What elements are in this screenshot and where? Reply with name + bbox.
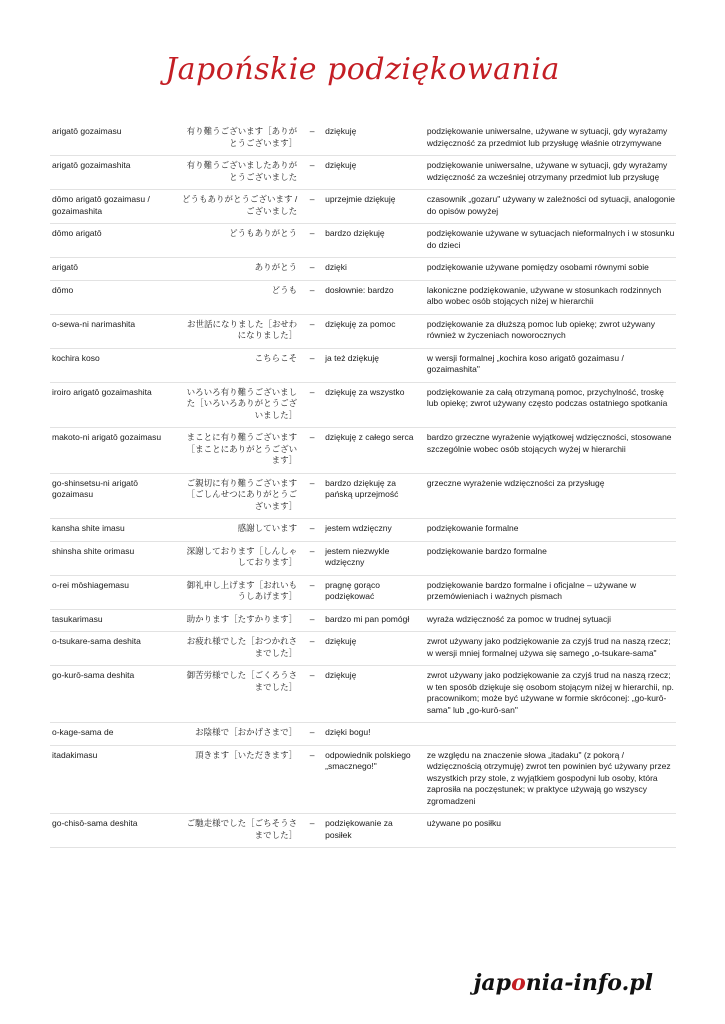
dash-separator: – <box>309 749 315 760</box>
dash-separator: – <box>309 670 315 680</box>
japanese-cell: 有り難うございましたありがとうございました <box>186 160 298 182</box>
japanese-cell: まことに有り難うございます［まことにありがとうございます］ <box>186 432 298 465</box>
description-cell: w wersji formalnej „kochira koso arigatō gozaimasu / gozaimashita" <box>426 352 624 374</box>
description-cell: używane po posiłku <box>426 818 501 828</box>
description-cell: podziękowanie formalne <box>426 523 519 533</box>
polish-translation-cell: dziękuję <box>325 670 357 680</box>
dash-separator: – <box>309 126 315 136</box>
table-row <box>50 190 676 224</box>
table-row <box>50 428 676 474</box>
polish-translation-cell: podziękowanie za posiłek <box>325 818 393 840</box>
table-row <box>50 610 676 633</box>
polish-translation-cell: dosłownie: bardzo <box>325 284 394 295</box>
dash-separator: – <box>309 284 315 295</box>
japanese-cell: お陰様で［おかげさまで］ <box>195 727 298 737</box>
romaji-cell: o-tsukare-sama deshita <box>52 636 141 646</box>
japanese-cell: 深謝しております［しんしゃしております］ <box>186 545 298 567</box>
page-title: Japońskie podziękowania <box>165 52 560 87</box>
japanese-cell: 感謝しています <box>237 523 298 533</box>
dash-separator: – <box>309 318 315 329</box>
table-row <box>50 258 676 281</box>
description-cell: zwrot używany jako podziękowanie za czyjś trud na naszą rzecz; w wersji mniej formalnej używa się samego „o-tsukare-sama" <box>426 636 671 658</box>
polish-translation-cell: dziękuję <box>325 126 357 136</box>
japanese-cell: ご親切に有り難うございます［ごしんせつにありがとうございます］ <box>186 477 298 511</box>
polish-translation-cell: pragnę gorąco podziękować <box>325 579 380 601</box>
romaji-cell: o-sewa-ni narimashita <box>52 318 136 329</box>
dash-separator: – <box>309 432 315 442</box>
description-cell: wyraża wdzięczność za pomoc w trudnej sytuacji <box>426 613 612 624</box>
japanese-cell: 頂きます［いただきます］ <box>195 749 298 760</box>
romaji-cell: dōmo arigatō <box>52 228 102 238</box>
japanese-cell: どうもありがとうございます / ございました <box>181 194 298 216</box>
table-row <box>50 542 676 576</box>
japanese-cell: ありがとう <box>254 262 298 272</box>
japanese-cell: 有り難うございます［ありがとうございます］ <box>186 126 298 148</box>
romaji-cell: itadakimasu <box>52 749 98 760</box>
dash-separator: – <box>309 545 315 556</box>
japanese-cell: ご馳走様でした［ごちそうさまでした］ <box>186 818 298 840</box>
romaji-cell: kochira koso <box>52 352 100 363</box>
romaji-cell: iroiro arigatō gozaimashita <box>52 386 152 397</box>
table-row <box>50 746 676 815</box>
table-row <box>50 383 676 429</box>
romaji-cell: arigatō gozaimashita <box>52 160 131 170</box>
dash-separator: – <box>309 386 315 397</box>
logo-part-2: nia-info.pl <box>525 970 653 996</box>
romaji-cell: o-rei mōshiagemasu <box>52 579 130 590</box>
japanese-cell: 御礼申し上げます［おれいもうしあげます］ <box>186 579 298 601</box>
romaji-cell: shinsha shite orimasu <box>52 545 135 556</box>
description-cell: podziękowanie bardzo formalne i oficjalne – używane w przemówieniach i ważnych pismach <box>426 579 637 601</box>
description-cell: lakoniczne podziękowanie, używane w stosunkach rodzinnych albo wobec osób stojących niżej w hierarchii <box>426 284 662 306</box>
table-row <box>50 349 676 383</box>
dash-separator: – <box>309 194 315 204</box>
description-cell: podziękowanie za dłuższą pomoc lub opiekę; zwrot używany również w życzeniach noworocznych <box>426 318 656 340</box>
romaji-cell: o-kage-sama de <box>52 727 114 737</box>
dash-separator: – <box>309 262 315 272</box>
table-row <box>50 519 676 542</box>
japanese-cell: こちらこそ <box>254 352 298 363</box>
description-cell: ze względu na znaczenie słowa „itadaku" (z pokorą / wdzięcznością otrzymuję) zwrot ten powinien być używany przez wszystkich przy stole, z wyjątkiem gospodyni lub osoby, która zaprosiła na poczęstunek; w praktyce używają go wszyscy zgromadzeni <box>426 749 671 806</box>
polish-translation-cell: bardzo mi pan pomógł <box>325 613 410 624</box>
table-row <box>50 281 676 315</box>
romaji-cell: kansha shite imasu <box>52 523 125 533</box>
phrase-table <box>50 122 676 848</box>
romaji-cell: dōmo arigatō gozaimasu / gozaimashita <box>52 194 150 216</box>
japanese-cell: お世話になりました［おせわになりました］ <box>186 318 298 340</box>
table-row <box>50 315 676 349</box>
romaji-cell: arigatō <box>52 262 78 272</box>
table-row <box>50 576 676 610</box>
polish-translation-cell: bardzo dziękuję <box>325 228 385 238</box>
polish-translation-cell: odpowiednik polskiego „smacznego!" <box>325 749 411 771</box>
dash-separator: – <box>309 636 315 646</box>
romaji-cell: makoto-ni arigatō gozaimasu <box>52 432 162 442</box>
polish-translation-cell: bardzo dziękuję za pańską uprzejmość <box>325 477 399 499</box>
dash-separator: – <box>309 228 315 238</box>
description-cell: bardzo grzeczne wyrażenie wyjątkowej wdzięczności, stosowane szczególnie wobec osób stojących wyżej w hierarchii <box>426 432 672 454</box>
table-row <box>50 122 676 156</box>
romaji-cell: go-chisō-sama deshita <box>52 818 138 828</box>
romaji-cell: tasukarimasu <box>52 613 103 624</box>
table-row <box>50 156 676 190</box>
dash-separator: – <box>309 160 315 170</box>
dash-separator: – <box>309 523 315 533</box>
polish-translation-cell: dziękuję <box>325 636 357 646</box>
table-row <box>50 224 676 258</box>
description-cell: czasownik „gozaru" używany w zależności od sytuacji, analogonie do opisów powyżej <box>426 194 676 216</box>
japanese-cell: いろいろ有り難うございました［いろいろありがとうございました］ <box>186 386 298 420</box>
dash-separator: – <box>309 579 315 590</box>
polish-translation-cell: jestem niezwykle wdzięczny <box>325 545 390 567</box>
description-cell: podziękowanie za całą otrzymaną pomoc, przychylność, troskę lub opiekę; zwrot używany często podczas ostatniego spotkania <box>426 386 668 408</box>
description-cell: zwrot używany jako podziękowanie za czyjś trud na naszą rzecz; w ten sposób dziękuje się osobom stojącym niżej w hierarchii, np. pracownikom; może być używane w formie skróconej: „go-kurō-sama" lub „go-kurō-san" <box>426 670 674 715</box>
table-row <box>50 666 676 723</box>
description-cell: podziękowanie używane pomiędzy osobami równymi sobie <box>426 262 649 272</box>
dash-separator: – <box>309 477 315 488</box>
description-cell: podziękowanie uniwersalne, używane w sytuacji, gdy wyrażamy wdzięczność za przedmiot lub przysługę właśnie otrzymywane <box>426 126 668 148</box>
description-cell: podziękowanie używane w sytuacjach nieformalnych i w stosunku do dzieci <box>426 228 675 250</box>
romaji-cell: arigatō gozaimasu <box>52 126 122 136</box>
polish-translation-cell: dzięki bogu! <box>325 727 371 737</box>
table-row <box>50 632 676 666</box>
polish-translation-cell: jestem wdzięczny <box>325 523 392 533</box>
japanese-cell: 助かります［たすかります］ <box>186 613 298 624</box>
polish-translation-cell: uprzejmie dziękuję <box>325 194 396 204</box>
japanese-cell: どうもありがとう <box>229 228 298 238</box>
table-row <box>50 814 676 848</box>
description-cell: podziękowanie uniwersalne, używane w sytuacji, gdy wyrażamy wdzięczność za wcześniej otrzymany przedmiot lub przysługę <box>426 160 668 182</box>
polish-translation-cell: dzięki <box>325 262 347 272</box>
japanese-cell: お疲れ様でした［おつかれさまでした］ <box>186 636 298 658</box>
polish-translation-cell: dziękuję <box>325 160 357 170</box>
table-row <box>50 723 676 746</box>
logo-part-1: jap <box>473 970 512 996</box>
polish-translation-cell: dziękuję z całego serca <box>325 432 414 442</box>
dash-separator: – <box>309 818 315 828</box>
site-logo <box>473 970 653 996</box>
japanese-cell: どうも <box>271 284 298 295</box>
polish-translation-cell: dziękuję za wszystko <box>325 386 405 397</box>
japanese-cell: 御苦労様でした［ごくろうさまでした］ <box>186 670 298 692</box>
romaji-cell: go-kurō-sama deshita <box>52 670 135 680</box>
polish-translation-cell: ja też dziękuję <box>325 352 379 363</box>
dash-separator: – <box>309 613 315 624</box>
dash-separator: – <box>309 727 315 737</box>
romaji-cell: dōmo <box>52 284 74 295</box>
table-row <box>50 474 676 520</box>
logo-accent-letter: o <box>511 970 526 996</box>
polish-translation-cell: dziękuję za pomoc <box>325 318 396 329</box>
description-cell: grzeczne wyrażenie wdzięczności za przysługę <box>426 477 605 488</box>
description-cell: podziękowanie bardzo formalne <box>426 545 547 556</box>
dash-separator: – <box>309 352 315 363</box>
romaji-cell: go-shinsetsu-ni arigatō gozaimasu <box>52 477 138 499</box>
